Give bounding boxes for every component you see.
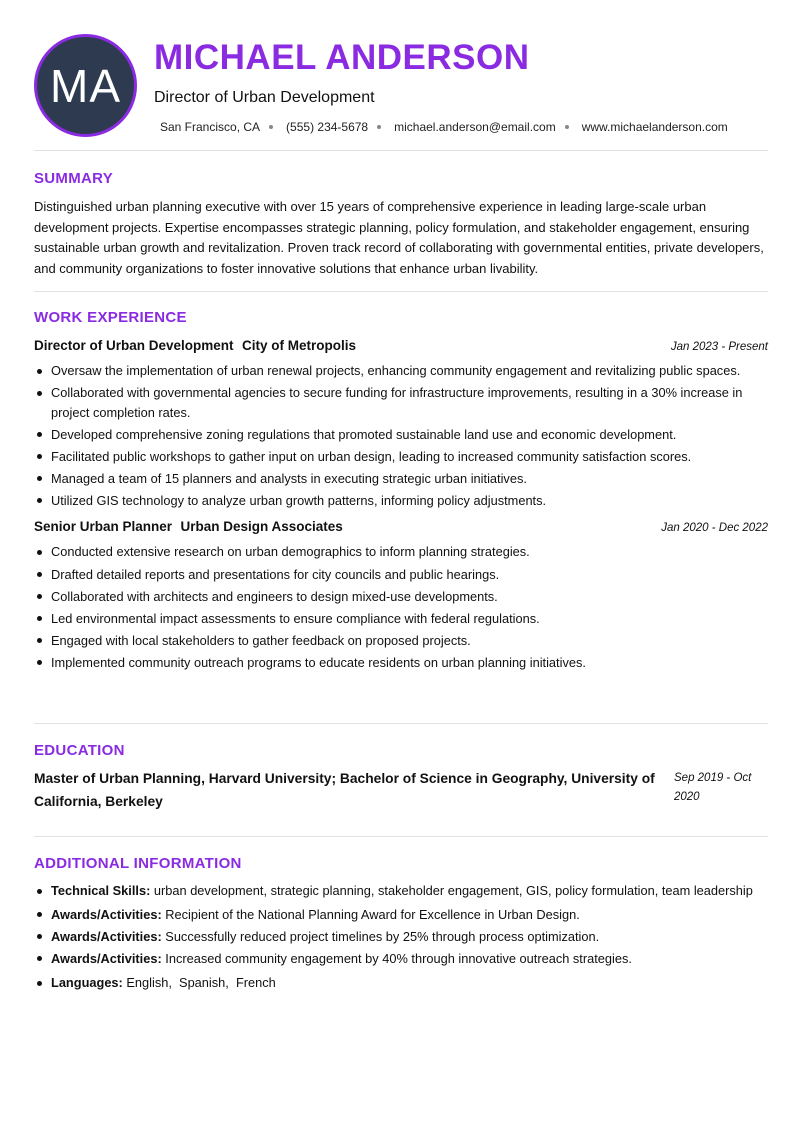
list-item <box>34 905 768 925</box>
job-header <box>34 518 768 538</box>
education-section <box>34 742 768 813</box>
contact-phone <box>286 120 394 134</box>
summary-section <box>34 170 768 279</box>
job-header <box>34 337 768 357</box>
list-item: Utilized GIS technology to analyze urban growth patterns, informing policy adjustments. <box>34 491 768 511</box>
list-item: Collaborated with architects and engineers to design mixed-use developments. <box>34 587 768 607</box>
list-item: Led environmental impact assessments to ensure compliance with federal regulations. <box>34 609 768 629</box>
divider <box>34 150 768 151</box>
list-item: Collaborated with governmental agencies to secure funding for infrastructure improvements, resulting in a 30% increase in project completion rates. <box>34 383 768 422</box>
phone-text: (555) 234-5678 <box>286 120 369 134</box>
summary-text: Distinguished urban planning executive with over 15 years of comprehensive experience in leading large-scale urban development projects. Expertise encompasses strategic planning, policy formulation, and stakeholder engagement, ensuring sustainable urban growth and revitalization. Proven track record of collaborating with governmental entities, private developers, and community organizations to foster innovative solutions that enhance urban livability. <box>34 199 764 276</box>
info-text: urban development, strategic planning, stakeholder engagement, GIS, policy formulation, team leadership <box>153 883 753 898</box>
job-dates: Jan 2023 - Present <box>670 341 768 353</box>
experience-heading: WORK EXPERIENCE <box>34 309 187 326</box>
list-item <box>34 881 768 901</box>
list-item: Implemented community outreach programs to educate residents on urban planning initiatives. <box>34 653 768 673</box>
job-company: City of Metropolis <box>242 338 356 353</box>
job-title: Director of Urban Development <box>34 338 234 353</box>
education-heading: EDUCATION <box>34 742 125 759</box>
contact-location <box>160 120 286 134</box>
job-bullets <box>34 361 768 510</box>
job-title: Senior Urban Planner <box>34 519 173 535</box>
candidate-name: MICHAEL ANDERSON <box>154 38 530 77</box>
contact-email[interactable] <box>394 120 582 134</box>
education-degree: Master of Urban Planning, Harvard University; Bachelor of Science in Geography, University of California, Berkeley <box>34 771 655 809</box>
avatar <box>34 34 137 137</box>
location-text: San Francisco, CA <box>160 120 261 134</box>
list-item <box>34 973 768 993</box>
summary-heading: SUMMARY <box>34 170 114 187</box>
separator-dot-icon <box>269 125 273 129</box>
info-label: Technical Skills: <box>51 883 151 898</box>
additional-heading: ADDITIONAL INFORMATION <box>34 855 242 872</box>
avatar-initials: MA <box>50 59 121 112</box>
info-text: Increased community engagement by 40% through innovative outreach strategies. <box>165 950 632 966</box>
list-item: Managed a team of 15 planners and analysts in executing strategic urban initiatives. <box>34 469 768 489</box>
list-item: Facilitated public workshops to gather input on urban design, leading to increased community satisfaction scores. <box>34 447 768 467</box>
job-company: Urban Design Associates <box>180 519 343 535</box>
list-item: Developed comprehensive zoning regulations that promoted sustainable land use and economic development. <box>34 425 768 445</box>
education-dates: Sep 2019 - Oct 2020 <box>674 772 752 803</box>
additional-list <box>34 881 768 993</box>
resume-header <box>34 34 768 138</box>
job-dates: Jan 2020 - Dec 2022 <box>661 522 768 535</box>
job-entry <box>34 518 768 672</box>
education-entry <box>34 767 768 813</box>
contact-website[interactable] <box>582 120 728 134</box>
list-item: Drafted detailed reports and presentations for city councils and public hearings. <box>34 565 768 585</box>
list-item <box>34 949 768 969</box>
divider <box>34 291 768 292</box>
info-label: Awards/Activities: <box>51 950 162 966</box>
list-item: Engaged with local stakeholders to gather feedback on proposed projects. <box>34 631 768 651</box>
info-text: Recipient of the National Planning Award for Excellence in Urban Design. <box>165 906 580 922</box>
divider <box>34 836 768 837</box>
separator-dot-icon <box>377 125 381 129</box>
list-item: Oversaw the implementation of urban renewal projects, enhancing community engagement and revitalizing public spaces. <box>34 361 768 381</box>
contact-bar <box>160 120 728 134</box>
info-label: Awards/Activities: <box>51 906 162 922</box>
job-entry <box>34 337 768 510</box>
experience-section <box>34 309 768 675</box>
divider <box>34 723 768 724</box>
info-label: Awards/Activities: <box>51 928 162 944</box>
info-label: Languages: <box>51 975 123 991</box>
separator-dot-icon <box>565 125 569 129</box>
candidate-title: Director of Urban Development <box>154 89 375 106</box>
email-link[interactable]: michael.anderson@email.com <box>394 120 556 134</box>
info-text: English, Spanish, French <box>126 975 276 991</box>
website-link[interactable]: www.michaelanderson.com <box>581 120 728 134</box>
additional-section <box>34 855 768 995</box>
list-item: Conducted extensive research on urban demographics to inform planning strategies. <box>34 542 768 562</box>
info-text: Successfully reduced project timelines by 25% through process optimization. <box>165 928 600 944</box>
job-bullets <box>34 542 768 672</box>
list-item <box>34 927 768 947</box>
